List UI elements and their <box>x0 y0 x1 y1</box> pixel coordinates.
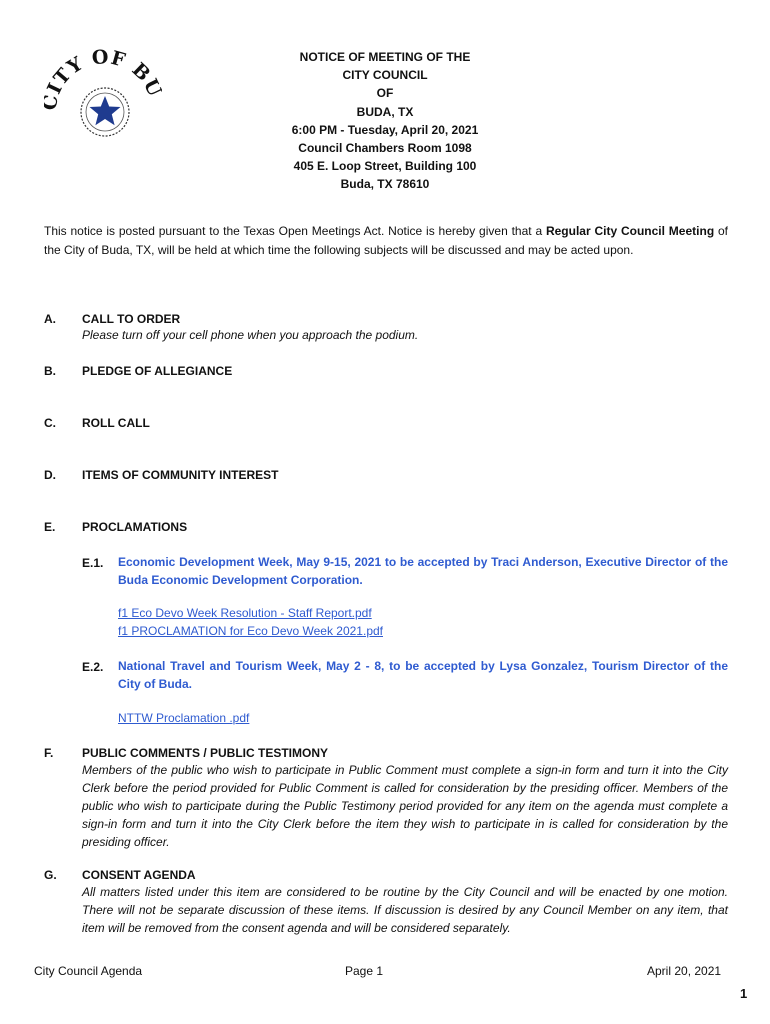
header-line: NOTICE OF MEETING OF THE <box>299 50 471 64</box>
section-title-public-comments: PUBLIC COMMENTS / PUBLIC TESTIMONY <box>82 746 328 760</box>
section-title-community-interest: ITEMS OF COMMUNITY INTEREST <box>82 468 279 482</box>
star-icon <box>90 96 121 125</box>
header-line: BUDA, TX <box>356 104 414 119</box>
footer-title: City Council Agenda <box>34 964 143 978</box>
section-letter: F. <box>44 746 54 760</box>
page-number: 1 <box>740 986 748 1001</box>
svg-text:CITY OF BUDA: ITY OF B <box>44 48 156 98</box>
section-title-consent-agenda: CONSENT AGENDA <box>82 868 196 882</box>
section-letter: G. <box>44 868 57 882</box>
meeting-header <box>240 48 530 194</box>
section-letter: E. <box>44 520 56 534</box>
section-note: All matters listed under this item are considered to be routine by the City Council and will be enacted by one motion. There will not be separate discussion of these items. If discussion is desired by any Council Member on any item, that item will be removed from the consent agenda and will be considered separately. <box>82 885 728 935</box>
item-title-eco-devo-week: Economic Development Week, May 9-15, 2021 to be accepted by Traci Anderson, Executive Director of the Buda Economic Development Corporation. <box>118 555 728 587</box>
attachment-link[interactable]: NTTW Proclamation .pdf <box>118 711 250 725</box>
section-title-roll-call: ROLL CALL <box>82 416 150 430</box>
item-title-tourism-week: National Travel and Tourism Week, May 2 - 8, to be accepted by Lysa Gonzalez, Tourism Director of the City of Buda. <box>118 659 728 691</box>
item-number: E.1. <box>82 556 104 570</box>
attachment-link[interactable]: f1 PROCLAMATION for Eco Devo Week 2021.pdf <box>118 624 383 638</box>
section-letter: C. <box>44 416 56 430</box>
section-note: Members of the public who wish to participate in Public Comment must complete a sign-in form and turn it into the City Clerk before the period provided for Public Comment is called for consideration by the presiding officer. Members of the public who wish to participate during the Public Testimony period provided for any item on the agenda must complete a sign-in form and turn it into the City Clerk before the item they wish to participate in is called for consideration by the presiding officer. <box>82 763 728 849</box>
section-letter: B. <box>44 364 56 378</box>
notice-paragraph: This notice is posted pursuant to the Texas Open Meetings Act. Notice is hereby given that a Regular City Council Meeting of the City of Buda, TX, will be held at which time the following subjects will be discussed and may be acted upon. <box>44 224 729 257</box>
header-line: 405 E. Loop Street, Building 100 <box>293 159 477 174</box>
section-title-call-to-order: CALL TO ORDER <box>82 312 181 326</box>
header-line: Buda, TX 78610 <box>340 177 430 192</box>
attachment-link[interactable]: f1 Eco Devo Week Resolution - Staff Report.pdf <box>118 606 372 620</box>
section-letter: A. <box>44 312 56 326</box>
header-line: 6:00 PM - Tuesday, April 20, 2021 <box>291 122 479 137</box>
meeting-type: Regular City Council Meeting <box>545 224 715 238</box>
header-line: CITY COUNCIL <box>342 68 428 83</box>
section-note: Please turn off your cell phone when you approach the podium. <box>82 328 419 342</box>
item-number: E.2. <box>82 660 104 674</box>
footer-date: April 20, 2021 <box>647 964 722 978</box>
section-title-pledge: PLEDGE OF ALLEGIANCE <box>82 364 233 378</box>
footer-page-label: Page 1 <box>345 964 384 978</box>
section-title-proclamations: PROCLAMATIONS <box>82 520 188 534</box>
section-letter: D. <box>44 468 56 482</box>
city-seal-logo <box>44 48 162 160</box>
header-line: OF <box>376 86 394 101</box>
header-line: Council Chambers Room 1098 <box>298 141 472 156</box>
